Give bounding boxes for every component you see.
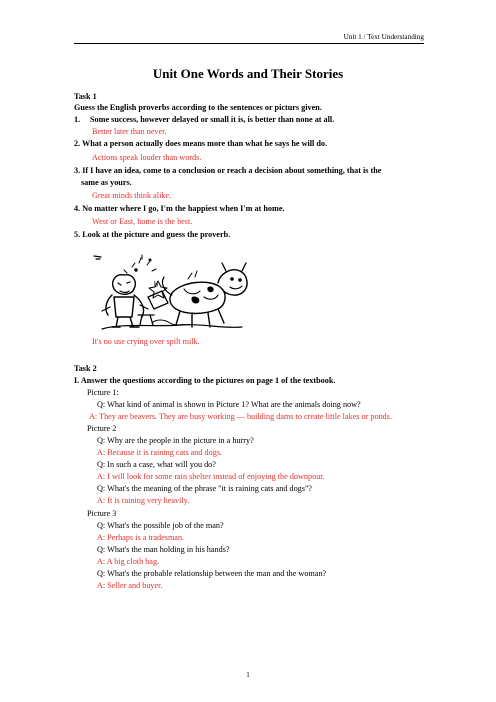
picture-3-question-2: Q: What's the man holding in his hands? <box>97 545 230 554</box>
answer-4: West or East, home is the best. <box>92 217 193 226</box>
spilt-milk-cartoon <box>92 253 254 335</box>
picture-2-answer-3: A: It is raining very heavily. <box>97 496 190 505</box>
picture-3-answer-2: A: A big cloth bag. <box>97 557 160 566</box>
picture-3-question-1: Q: What's the possible job of the man? <box>97 521 224 530</box>
picture-2-question-2: Q: In such a case, what will you do? <box>97 460 216 469</box>
picture-3-label: Picture 3 <box>87 509 117 518</box>
picture-2-label: Picture 2 <box>87 424 117 433</box>
header-rule <box>74 43 424 44</box>
page-number: 1 <box>246 670 250 679</box>
running-header: Unit 1 / Text Understanding <box>343 33 424 41</box>
question-3-line-2: same as yours. <box>81 178 132 187</box>
picture-2-question-3: Q: What's the meaning of the phrase "it is raining cats and dogs"? <box>97 484 312 493</box>
picture-3-question-3: Q: What's the probable relationship between the man and the woman? <box>97 569 327 578</box>
answer-1: Better later than never. <box>92 127 167 136</box>
question-2: 2. What a person actually does means more than what he says he will do. <box>74 139 328 148</box>
question-4: 4. No matter where I go, I'm the happiest when I'm at home. <box>74 204 285 213</box>
picture-2-answer-2: A: I will look for some rain shelter instead of enjoying the downpour. <box>97 472 325 481</box>
answer-3: Great minds think alike. <box>92 191 172 200</box>
question-1: Some success, however delayed or small it is, is better than none at all. <box>90 115 335 124</box>
question-1-number: 1. <box>74 115 81 124</box>
picture-3-answer-1: A: Perhaps is a tradesman. <box>97 533 185 542</box>
picture-3-answer-3: A: Seller and buyer. <box>97 581 163 590</box>
picture-1-question-1: Q: What kind of animal is shown in Picture 1? What are the animals doing now? <box>97 400 361 409</box>
task1-heading: Task 1 <box>74 92 97 101</box>
page-title: Unit One Words and Their Stories <box>152 66 344 81</box>
answer-2: Actions speak louder than words. <box>92 153 202 162</box>
question-5: 5. Look at the picture and guess the proverb. <box>74 230 231 239</box>
picture-1-answer-1: A: They are beavers. They are busy working — building dams to create little lakes or ponds. <box>89 412 393 421</box>
svg-text:b: b <box>154 280 158 289</box>
picture-2-answer-1: A: Because it is raining cats and dogs. <box>97 448 223 457</box>
task2-intro: I. Answer the questions according to the pictures on page 1 of the textbook. <box>74 376 336 385</box>
question-3-line-1: 3. If I have an idea, come to a conclusion or reach a decision about something, that is the <box>74 166 382 175</box>
task1-intro: Guess the English proverbs according to the sentences or picturs given. <box>74 103 322 112</box>
answer-5: It's no use crying over spilt milk. <box>92 337 200 346</box>
picture-2-question-1: Q: Why are the people in the picture in a hurry? <box>97 436 254 445</box>
task2-heading: Task 2 <box>74 364 97 373</box>
picture-1-label: Picture 1: <box>87 388 119 397</box>
